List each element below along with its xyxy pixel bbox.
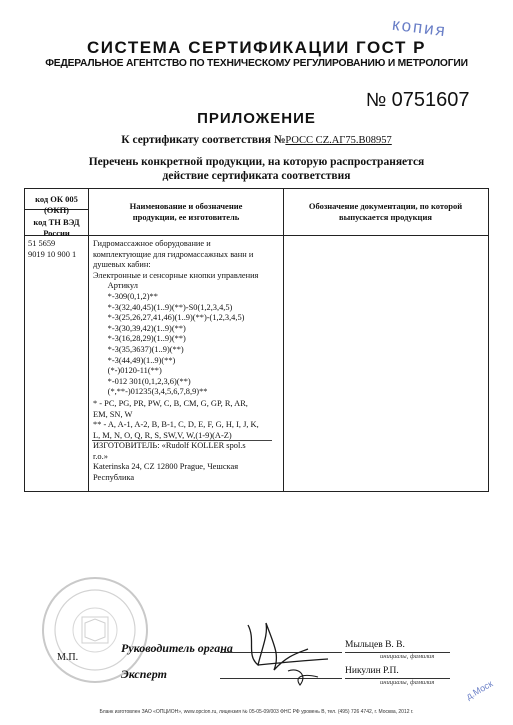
signature-icon: [228, 615, 338, 690]
manufacturer-line: r.o.»: [93, 451, 108, 461]
manufacturer-line: ИЗГОТОВИТЕЛЬ: «Rudolf KOLLER spol.s: [93, 441, 246, 450]
description-line: душевых кабин:: [93, 260, 151, 270]
serial-prefix: №: [366, 90, 387, 111]
codes-cell: [28, 239, 76, 260]
description-line: *-3(30,39,42)(1..9)(**): [93, 323, 186, 333]
initials-caption: инициалы, фамилия: [380, 653, 435, 660]
description-line: Электронные и сенсорные кнопки управления: [93, 270, 259, 280]
note-line: ** - A, A-1, A-2, B, B-1, C, D, E, F, G, H, I, J, K,: [93, 420, 259, 430]
description-line: (*-)0120-11(**): [93, 366, 162, 376]
description-line: *-309(0,1,2)**: [93, 291, 158, 301]
note-line: L, M, N, O, Q, R, S, SW,V, W,(1-9)(A-Z): [93, 430, 232, 440]
serial-value: 0751607: [391, 89, 470, 111]
code-line: 51 5659: [28, 239, 56, 248]
col1-header-bottom: код ТН ВЭД России: [33, 217, 80, 238]
manufacturer-line: Katerinska 24, CZ 12800 Prague, Чешская: [93, 462, 239, 472]
copy-stamp: копия: [391, 14, 449, 41]
description-line: *-012 301(0,1,2,3,6)(**): [93, 376, 191, 386]
description-line: (*,**-)01235(3,4,5,6,7,8,9)**: [93, 387, 208, 397]
code-line: 9019 10 900 1: [28, 249, 77, 259]
manufacturer-line: Республика: [93, 472, 135, 482]
manufacturer-cell: [93, 441, 246, 483]
certificate-number: РОСС CZ.АГ75.В08957: [285, 135, 392, 146]
list-heading-line1: Перечень конкретной продукции, на которую распространяется: [88, 156, 425, 168]
description-line: Артикул: [93, 281, 138, 291]
expert-label: Эксперт: [121, 667, 167, 681]
description-line: *-3(32,40,45)(1..9)(**)-S0(1,2,3,4,5): [93, 302, 233, 312]
certificate-line: [0, 134, 513, 146]
description-line: комплектующие для гидромассажных ванн и: [93, 249, 254, 259]
agency-name: ФЕДЕРАЛЬНОЕ АГЕНТСТВО ПО ТЕХНИЧЕСКОМУ РЕГУЛИРОВАНИЮ И МЕТРОЛОГИИ: [45, 58, 468, 69]
head-name: Мыльцев В. В.: [345, 640, 405, 650]
table-divider: [25, 235, 488, 236]
description-line: *-3(16,28,29)(1..9)(**): [93, 334, 186, 344]
initials-caption: инициалы, фамилия: [380, 679, 435, 686]
description-cell: [93, 239, 258, 398]
col1-header-top: код ОК 005 (ОКП): [35, 194, 78, 215]
footer-note: Бланк изготовлен ЗАО «ОПЦИОН», www.opcion.ru, лицензия № 05-05-09/003 ФНС РФ уровень В, тел. (495) 726 4742, г. Москва, 2012 г.: [99, 709, 414, 715]
corner-stamp: д.Моск: [464, 678, 495, 702]
serial-number: [366, 89, 470, 112]
note-line: EM, SN, W: [93, 409, 133, 419]
manufacturer-rule: [92, 440, 272, 441]
notes-cell: [93, 399, 259, 441]
description-line: *-3(25,26,27,41,46)(1..9)(**)-(1,2,3,4,5): [93, 313, 245, 323]
note-line: * - PC, PG, PR, PW, C, B, CM, G, GP, R, AR,: [93, 399, 248, 408]
description-line: *-3(44,49)(1..9)(**): [93, 355, 176, 365]
mp-label: М.П.: [57, 652, 79, 663]
description-line: Гидромассажное оборудование и: [93, 239, 211, 248]
expert-name: Никулин Р.П.: [345, 666, 399, 676]
page-title: ПРИЛОЖЕНИЕ: [197, 110, 316, 127]
product-table: [24, 188, 489, 492]
col2-header: Наименование и обозначение продукции, ее изготовитель: [129, 201, 243, 222]
certificate-label: К сертификату соответствия №: [121, 134, 286, 146]
col3-header: Обозначение документации, по которой выпускается продукция: [308, 201, 463, 222]
system-title: СИСТЕМА СЕРТИФИКАЦИИ ГОСТ Р: [87, 38, 426, 57]
head-label: Руководитель органа: [121, 641, 233, 655]
list-heading-line2: действие сертификата соответствия: [162, 170, 351, 182]
description-line: *-3(35,3637)(1..9)(**): [93, 344, 184, 354]
